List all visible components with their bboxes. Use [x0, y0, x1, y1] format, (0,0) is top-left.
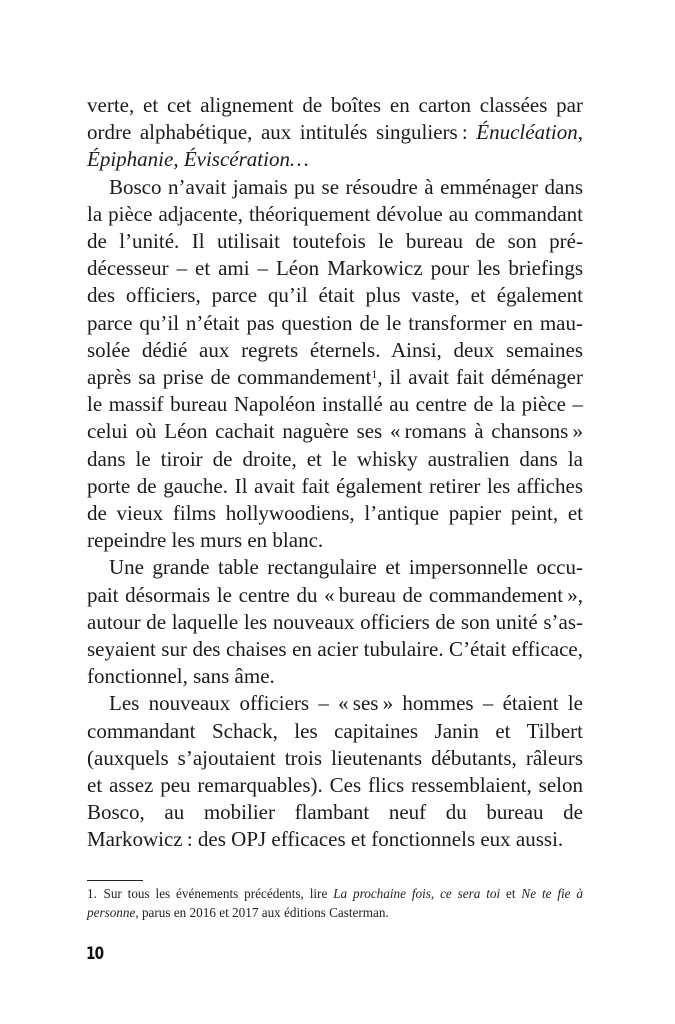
footnote: [87, 884, 583, 922]
paragraph-text-span: ,: [577, 120, 583, 145]
paragraph-text-span: verte, et cet alignement de boîtes en carton classées par ordre alphabétique, aux intitulés singuliers :: [87, 93, 583, 145]
paragraph-italic-span: Épiphanie, Éviscération…: [87, 147, 309, 172]
footnote-text-span: 1. Sur tous les événements précédents, lire: [87, 886, 334, 901]
footnote-rule: [87, 880, 143, 881]
paragraph-3: [87, 554, 583, 690]
footnote-italic-span: La prochaine fois, ce sera toi: [333, 886, 501, 901]
body-text: [87, 92, 583, 854]
paragraph-text-span: , il avait fait déménager le massif bureau Napoléon installé au centre de la pièce – celui où Léon cachait naguère ses « romans à chansons » dans le tiroir de droite, et le whisky australien dans la porte de gauche. Il avait fait également retirer les affiches de vieux films hollywoodiens, l’antique papier peint, et repeindre les murs en blanc.: [87, 365, 583, 553]
paragraph-1: [87, 92, 583, 174]
paragraph-text-span: Les nouveaux officiers – « ses » hommes – étaient le commandant Schack, les capitaines Janin et Tilbert (auxquels s’ajoutaient trois lieutenants débutants, râleurs et assez peu remarquables). Ces flics ressemblaient, selon Bosco, au mobilier flambant neuf du bureau de Markowicz : des OPJ efficaces et fonctionnels eux aussi.: [87, 691, 583, 852]
footnote-text-span: et: [500, 886, 522, 901]
footnote-italic-span: Ne te fie à personne: [87, 886, 583, 920]
paragraph-italic-span: Énucléation: [476, 120, 578, 145]
footnote-reference: 1: [371, 367, 378, 382]
page-number: 10: [86, 944, 104, 964]
paragraph-text-span: Bosco n’avait jamais pu se résoudre à emménager dans la pièce adjacente, théoriquement dévolue au commandant de l’unité. Il utilisait toutefois le bureau de son prédécesseur – et ami – Léon Markowicz pour les briefings des officiers, parce qu’il était plus vaste, et également parce qu’il n’était pas question de le transformer en mausolée dédié aux regrets éternels. Ainsi, deux semaines après sa prise de commandement: [87, 174, 583, 390]
paragraph-text-span: Une grande table rectangulaire et impersonnelle occupait désormais le centre du « bureau de commandement », autour de laquelle les nouveaux officiers de son unité s’asseyaient sur des chaises en acier tubulaire. C’était efficace, fonctionnel, sans âme.: [87, 555, 583, 689]
footnote-text-span: , parus en 2016 et 2017 aux éditions Casterman.: [135, 905, 389, 920]
page-body: [87, 92, 583, 854]
paragraph-4: [87, 690, 583, 853]
paragraph-2: [87, 174, 583, 555]
